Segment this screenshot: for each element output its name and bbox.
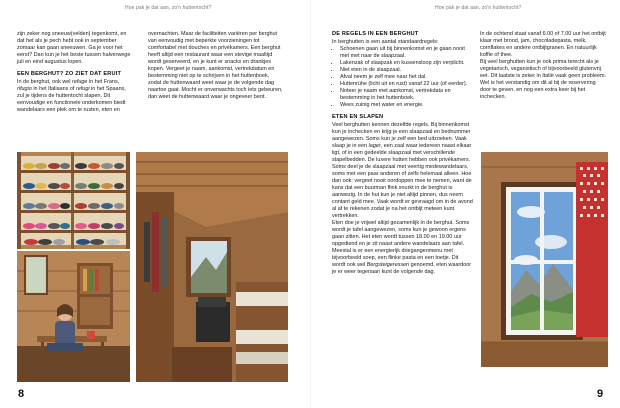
rule-item: • Huttenrühe (licht uit en rust) vanaf 22 uur (of eerder). — [340, 81, 473, 88]
left-column-2 — [148, 31, 284, 101]
gutter — [310, 0, 311, 408]
page-number-right: 9 — [597, 388, 604, 400]
heading-rules: DE REGELS IN EEN BERGHUT — [332, 31, 419, 37]
right-column-2 — [480, 31, 608, 101]
running-head-left: Hoe pak je dat aan, zo'n huttentocht? — [125, 5, 212, 11]
rules-intro: In berghutten is een aantal standaardregels: — [332, 39, 439, 45]
berghut-paragraph: In de berghut, ook wel refuge in het Frans, rifugio in het Italiaans of refugi in het Spaans, zul je tijdens de huttentocht slapen. Dit eenvoudige en functionele onderkomen biedt wandelaars een plek om te rusten, eten en — [17, 79, 126, 113]
page-number-left: 8 — [18, 388, 25, 400]
intro-paragraph: zijn zeker nog sneeuw(velden) tegenkomt, en dat het als je pech hebt ook in september zomaar kan gaan sneeuwen. Ga je voor het eerst? Dan kun je het beste tussen halverwege juli en eind augustus lopen. — [17, 31, 131, 65]
facilities-paragraph: overnachten. Maar de faciliteiten variëren per berghut van eenvoudig met beperkte voorzieningen tot comfortabel met douches en privékamers. Een berghut heeft altijd een restaurant waar een stevige maaltijd wordt geserveerd, en je kunt er snacks en drankjes kopen. Vergeet je naam, aankomst, vertrekdatum en bestemming niet op te schrijven in het huttenboek, zodat de huttenwaard weet waar je de volgende dag naartoe gaat. Mocht er onverwachts toch iets gebeuren, dan weet de huttenwaard waar je ongeveer bent. — [148, 31, 283, 100]
right-column-1 — [332, 31, 473, 276]
heading-berghut: EEN BERGHUT? ZO ZIET DAT ERUIT — [17, 71, 122, 77]
dietary-paragraph: Bij veel berghutten kun je ook prima terecht als je vegetarisch, veganistisch of bijvoorbeeld glutenvrij eet. Dit laatste is zeker in Italië vaak geen probleem. Wel is het verstandig om dit al bij de reservering door te geven, en nog een extra keer bij het inchecken. — [480, 59, 607, 100]
rule-item: • Noteer je naam met aankomst, vertrekdata en bestemming in het huttenboek. — [340, 88, 473, 102]
rule-item: • Lakenzak of slaapzak en kussensloop zijn verplicht. — [340, 60, 473, 67]
running-head-right: Hoe pak je dat aan, zo'n huttentocht? — [435, 5, 522, 11]
shoe-rack-photo — [17, 152, 130, 249]
dormitory-photo — [136, 152, 288, 382]
left-column-1 — [17, 31, 134, 114]
rule-item: • Schoenen gaan uit bij binnenkomst en je gaan nooit met met naar de slaapzaal. — [340, 46, 473, 60]
window-mountain-photo — [481, 152, 608, 367]
sleeping-paragraph: Veel berghutten kennen dezelfde regels. Bij binnenkomst kun je inchecken en krijg je een slaapzaal en bednummer aangewezen. Soms kun je zelf een bed uitzoeken. Vaak slaap je in een lager, een zaal waar iedereen naast elkaar ligt, of in een gedeelde slaapzaal met verschillende stapelbedden. De luxere hutten hebben ook privékamers. Soms deel je de slaapzaal met veertig medewandelaars, soms met een paar anderen of zelfs helemaal alleen. Hoe dan ook: vergeet nooit oordoppen mee te nemen, want de kans dat een buurman flink snurkt in de berghut is aanwezig. In de hut kun je niet altijd pinnen, dus neem contant geld mee. Vaak wordt er gevraagd om in de avond al af te rekenen zodat je na het ontbijt meteen kunt vertrekken. — [332, 122, 473, 219]
rule-item: • Afval neem je zelf mee naar het dal. — [340, 74, 473, 81]
rule-item: • Wees zuinig met water en energie. — [340, 102, 473, 109]
heading-eten-slapen: ETEN EN SLAPEN — [332, 114, 384, 120]
eating-paragraph: Eten doe je vrijwel altijd gezamenlijk in de berghut. Soms wordt je tafel aangewezen, soms kun je gewoon ergens gaan zitten. Het eten wordt tussen 18.00 en 19.00 uur opgediend en je zit naast andere wandelaars aan tafel. Meestal is er een energierijk driegangenmenu met bijvoorbeeld soep, een flinke pasta en een toetje. Dit wordt ook wel Bergsteigeressen genoemd, eten waardoor je er weer tegenaan kunt de volgende dag. — [332, 220, 472, 275]
breakfast-paragraph: In de ochtend staat vanaf 6.00 of 7.00 uur het ontbijt klaar met brood, jam, chocoladepasta, melk, cornflakes en andere ontbijtgranen. En natuurlijk koffie of thee. — [480, 31, 606, 58]
rules-list — [332, 46, 473, 109]
hut-interior-woman-photo — [17, 251, 130, 382]
rule-item: • Niet eten in de slaapzaal. — [340, 67, 473, 74]
